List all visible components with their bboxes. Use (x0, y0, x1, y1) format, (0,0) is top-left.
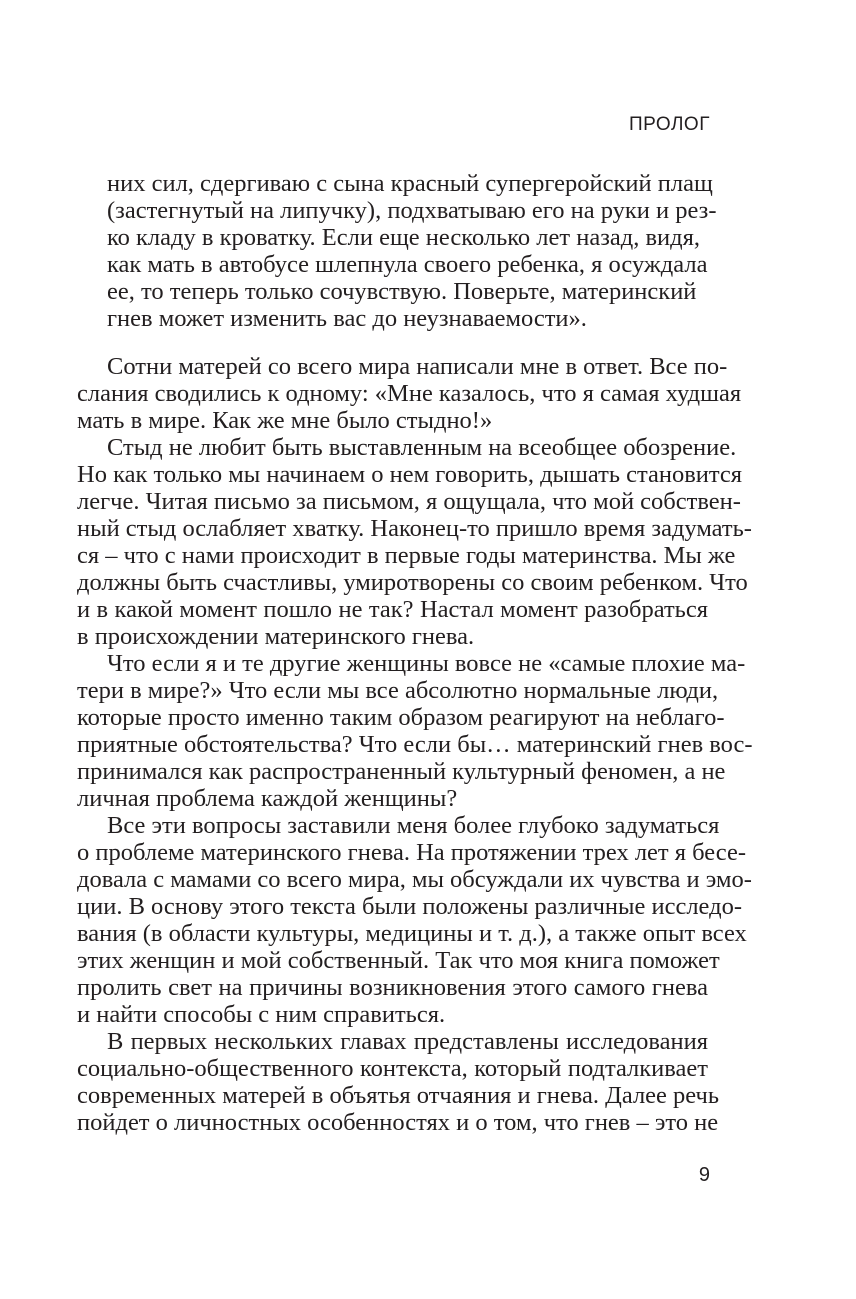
text-line: слания сводились к одному: «Мне казалось, что я самая худшая (77, 380, 742, 407)
text-line: Сотни матерей со всего мира написали мне в ответ. Все по- (107, 353, 728, 380)
text-line: ции. В основу этого текста были положены различные исследо- (77, 893, 742, 920)
text-line: этих женщин и мой собственный. Так что моя книга поможет (77, 947, 720, 974)
text-line: ся – что с нами происходит в первые годы материнства. Мы же (77, 542, 736, 569)
text-line: В первых нескольких главах представлены исследования (107, 1028, 708, 1055)
text-line: довала с мамами со всего мира, мы обсуждали их чувства и эмо- (77, 866, 752, 893)
text-line: пролить свет на причины возникновения этого самого гнева (77, 974, 708, 1001)
text-line: легче. Читая письмо за письмом, я ощущала, что мой собствен- (77, 488, 741, 515)
text-line: и в какой момент пошло не так? Настал момент разобраться (77, 596, 708, 623)
text-line: в происхождении материнского гнева. (77, 623, 475, 650)
text-line: социально-общественного контекста, который подталкивает (77, 1055, 708, 1082)
quote-line: ко кладу в кроватку. Если еще несколько лет назад, видя, (107, 224, 701, 251)
text-line: и найти способы с ним справиться. (77, 1001, 446, 1028)
text-line: приятные обстоятельства? Что если бы… материнский гнев вос- (77, 731, 753, 758)
text-line: вания (в области культуры, медицины и т. д.), а также опыт всех (77, 920, 747, 947)
text-line: современных матерей в объятья отчаяния и гнева. Далее речь (77, 1082, 720, 1109)
running-header: ПРОЛОГ (628, 114, 710, 135)
text-line: личная проблема каждой женщины? (77, 785, 458, 812)
quote-line: них сил, сдергиваю с сына красный супергеройский плащ (107, 170, 713, 197)
text-line: Стыд не любит быть выставленным на всеобщее обозрение. (107, 434, 737, 461)
text-line: мать в мире. Как же мне было стыдно!» (77, 407, 493, 434)
quote-line: гнев может изменить вас до неузнаваемости». (107, 305, 587, 332)
text-line: пойдет о личностных особенностях и о том, что гнев – это не (77, 1109, 719, 1136)
quote-line: ее, то теперь только сочувствую. Поверьте, материнский (107, 278, 697, 305)
text-line: тери в мире?» Что если мы все абсолютно нормальные люди, (77, 677, 719, 704)
text-line: которые просто именно таким образом реагируют на неблаго- (77, 704, 725, 731)
quote-line: как мать в автобусе шлепнула своего ребенка, я осуждала (107, 251, 708, 278)
text-line: Что если я и те другие женщины вовсе не «самые плохие ма- (107, 650, 746, 677)
text-line: Но как только мы начинаем о нем говорить, дышать становится (77, 461, 743, 488)
text-line: о проблеме материнского гнева. На протяжении трех лет я бесе- (77, 839, 746, 866)
text-line: Все эти вопросы заставили меня более глубоко задуматься (107, 812, 720, 839)
page-number: 9 (698, 1164, 710, 1186)
quote-line: (застегнутый на липучку), подхватываю его на руки и рез- (107, 197, 717, 224)
text-line: принимался как распространенный культурный феномен, а не (77, 758, 726, 785)
text-line: должны быть счастливы, умиротворены со своим ребенком. Что (77, 569, 748, 596)
text-line: ный стыд ослабляет хватку. Наконец-то пришло время задумать- (77, 515, 752, 542)
